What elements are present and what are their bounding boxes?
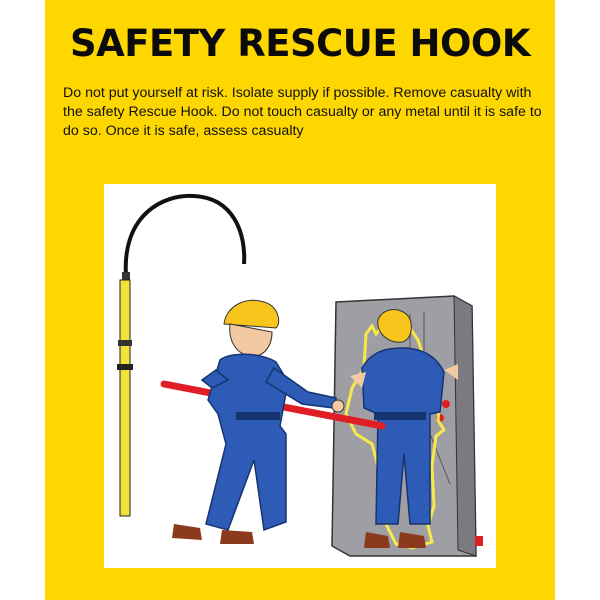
rescue-illustration-svg: [104, 184, 496, 568]
rescue-illustration: [104, 184, 496, 568]
rescuer-figure: [172, 300, 344, 544]
sign-instructions: Do not put yourself at risk. Isolate supply if possible. Remove casualty with the safety Rescue Hook. Do not touch casualty or any metal until it is safe to do so. Once it is safe, assess casualty: [63, 85, 542, 139]
sign-title: SAFETY RESCUE HOOK: [69, 22, 531, 65]
